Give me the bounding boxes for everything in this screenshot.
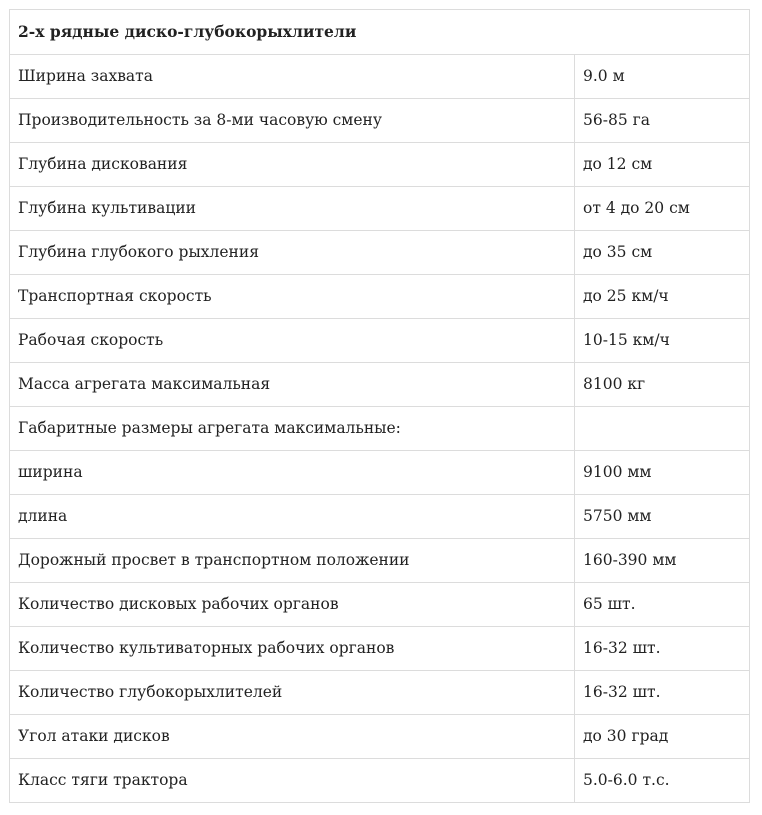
row-label: Класс тяги трактора — [10, 759, 575, 803]
table-row — [10, 319, 750, 363]
table-row — [10, 407, 750, 451]
row-value: до 35 см — [575, 231, 750, 275]
row-value: 16-32 шт. — [575, 671, 750, 715]
row-label: Масса агрегата максимальная — [10, 363, 575, 407]
row-value: 160-390 мм — [575, 539, 750, 583]
table-row — [10, 715, 750, 759]
table-header-row — [10, 10, 750, 55]
row-label: Количество глубокорыхлителей — [10, 671, 575, 715]
row-value: 8100 кг — [575, 363, 750, 407]
row-value: 5750 мм — [575, 495, 750, 539]
row-label: Транспортная скорость — [10, 275, 575, 319]
row-label: Ширина захвата — [10, 55, 575, 99]
row-value: 5.0-6.0 т.с. — [575, 759, 750, 803]
row-value: до 12 см — [575, 143, 750, 187]
row-label: Глубина глубокого рыхления — [10, 231, 575, 275]
row-label: ширина — [10, 451, 575, 495]
table-row — [10, 495, 750, 539]
row-label: Рабочая скорость — [10, 319, 575, 363]
row-value: 10-15 км/ч — [575, 319, 750, 363]
table-row — [10, 759, 750, 803]
row-label: Глубина дискования — [10, 143, 575, 187]
row-label: Угол атаки дисков — [10, 715, 575, 759]
row-value: 56-85 га — [575, 99, 750, 143]
table-row — [10, 671, 750, 715]
row-value — [575, 407, 750, 451]
row-label: Производительность за 8-ми часовую смену — [10, 99, 575, 143]
table-title: 2-х рядные диско-глубокорыхлители — [10, 10, 750, 55]
table-row — [10, 231, 750, 275]
table-row — [10, 55, 750, 99]
spec-table-body — [10, 10, 750, 803]
table-row — [10, 187, 750, 231]
table-row — [10, 451, 750, 495]
table-row — [10, 275, 750, 319]
row-label: Количество культиваторных рабочих органов — [10, 627, 575, 671]
table-row — [10, 363, 750, 407]
table-row — [10, 539, 750, 583]
table-row — [10, 583, 750, 627]
row-label: Дорожный просвет в транспортном положении — [10, 539, 575, 583]
row-label: Количество дисковых рабочих органов — [10, 583, 575, 627]
row-value: 16-32 шт. — [575, 627, 750, 671]
row-label: Габаритные размеры агрегата максимальные: — [10, 407, 575, 451]
spec-table — [9, 9, 750, 803]
table-row — [10, 99, 750, 143]
table-row — [10, 143, 750, 187]
row-value: до 30 град — [575, 715, 750, 759]
table-row — [10, 627, 750, 671]
row-value: до 25 км/ч — [575, 275, 750, 319]
row-value: 65 шт. — [575, 583, 750, 627]
row-value: 9100 мм — [575, 451, 750, 495]
row-label: Глубина культивации — [10, 187, 575, 231]
row-value: от 4 до 20 см — [575, 187, 750, 231]
row-label: длина — [10, 495, 575, 539]
row-value: 9.0 м — [575, 55, 750, 99]
